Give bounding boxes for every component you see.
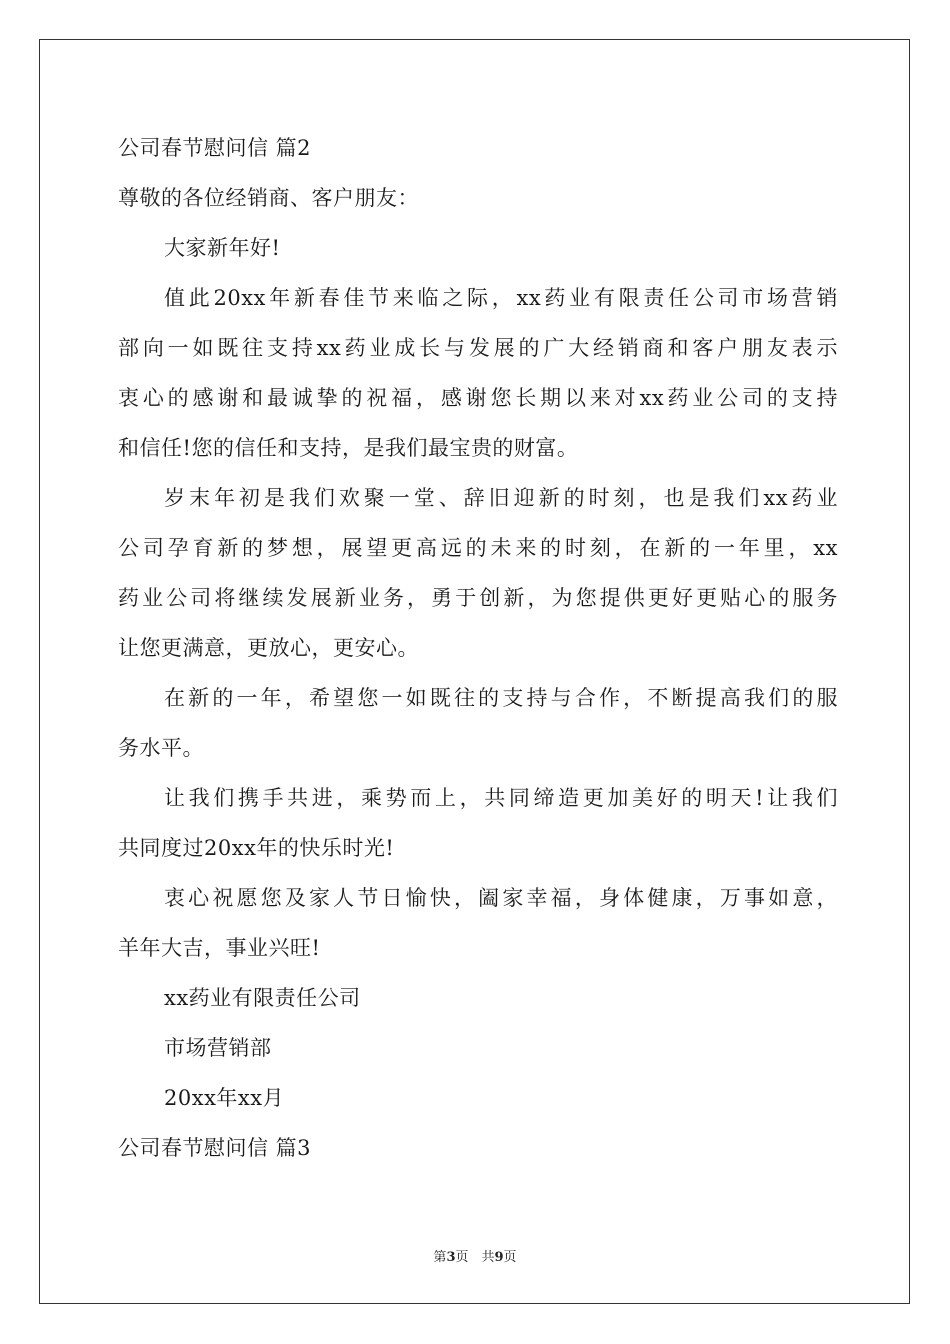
paragraph-1 xyxy=(118,273,838,473)
signature-department: 市场营销部 xyxy=(164,1036,272,1060)
paragraph-line: 衷心的感谢和最诚挚的祝福，感谢您长期以来对xx药业公司的支持 xyxy=(118,386,838,410)
signature-date: 20xx年xx月 xyxy=(164,1086,285,1110)
paragraph-line: 公司孕育新的梦想，展望更高远的未来的时刻，在新的一年里，xx xyxy=(118,536,838,560)
current-page-number: 3 xyxy=(446,1250,456,1265)
section-heading-2: 公司春节慰问信 篇2 xyxy=(118,136,312,160)
salutation: 尊敬的各位经销商、客户朋友： xyxy=(118,186,419,210)
paragraph-line: 在新的一年，希望您一如既往的支持与合作，不断提高我们的服 xyxy=(164,686,838,710)
paragraph-line: 务水平。 xyxy=(118,736,204,760)
section-heading-3: 公司春节慰问信 篇3 xyxy=(118,1136,312,1160)
paragraph-5 xyxy=(118,873,838,973)
signature-company: xx药业有限责任公司 xyxy=(164,986,361,1010)
greeting: 大家新年好! xyxy=(164,236,281,260)
total-pages-number: 9 xyxy=(494,1250,504,1265)
paragraph-line: 让我们携手共进，乘势而上，共同缔造更加美好的明天!让我们 xyxy=(164,786,838,810)
paragraph-line: 药业公司将继续发展新业务，勇于创新，为您提供更好更贴心的服务 xyxy=(118,586,838,610)
page-number-footer xyxy=(0,1246,950,1265)
document-body xyxy=(118,123,838,1173)
page-suffix: 页 xyxy=(503,1250,517,1265)
page-prefix: 第 xyxy=(433,1250,447,1265)
paragraph-3 xyxy=(118,673,838,773)
page-mid: 页 共 xyxy=(455,1250,495,1265)
paragraph-line: 岁末年初是我们欢聚一堂、辞旧迎新的时刻，也是我们xx药业 xyxy=(164,486,838,510)
paragraph-4 xyxy=(118,773,838,873)
paragraph-line: 让您更满意，更放心，更安心。 xyxy=(118,636,419,660)
paragraph-line: 衷心祝愿您及家人节日愉快，阖家幸福，身体健康，万事如意， xyxy=(164,886,838,910)
paragraph-line: 共同度过20xx年的快乐时光! xyxy=(118,836,395,860)
paragraph-line: 和信任!您的信任和支持，是我们最宝贵的财富。 xyxy=(118,436,579,460)
paragraph-2 xyxy=(118,473,838,673)
paragraph-line: 部向一如既往支持xx药业成长与发展的广大经销商和客户朋友表示 xyxy=(118,336,838,360)
paragraph-line: 羊年大吉，事业兴旺! xyxy=(118,936,321,960)
paragraph-line: 值此20xx年新春佳节来临之际，xx药业有限责任公司市场营销 xyxy=(164,286,838,310)
